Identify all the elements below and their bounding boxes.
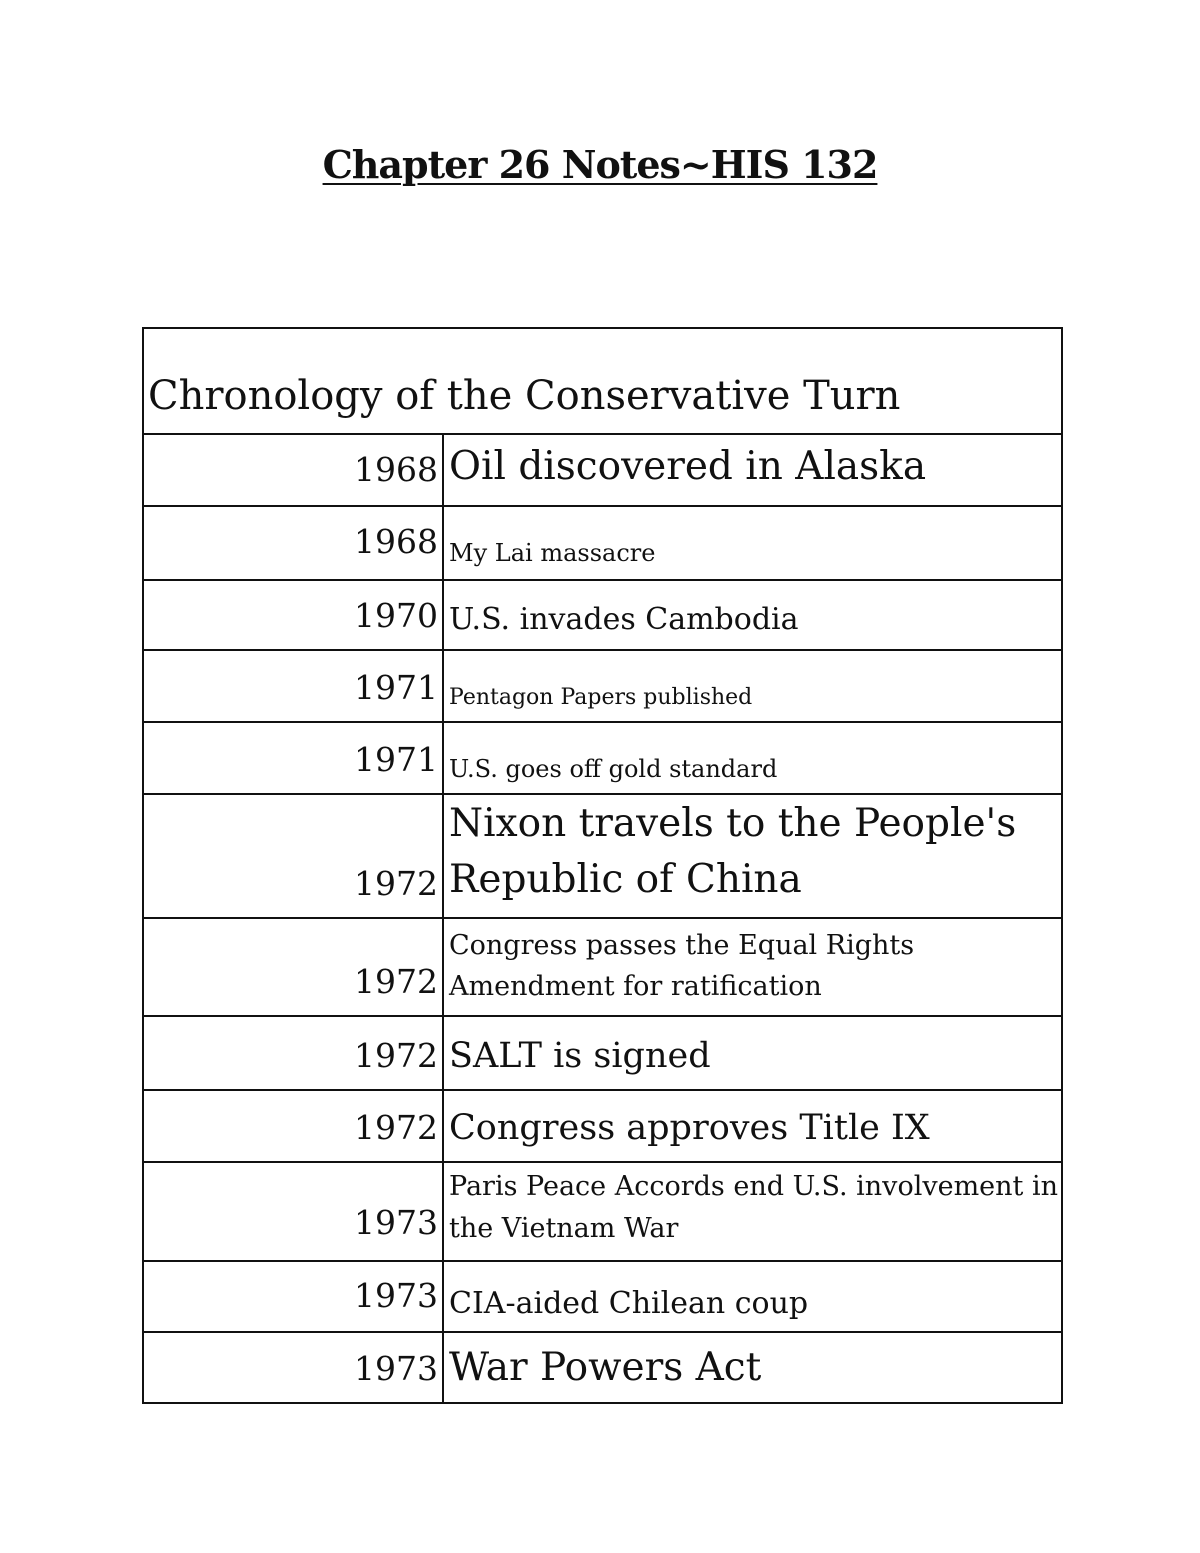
year-cell: 1970 (143, 580, 443, 650)
event-cell: Congress passes the Equal Rights Amendment for ratification (443, 918, 1062, 1016)
event-cell: U.S. goes off gold standard (443, 722, 1062, 794)
table-row (143, 506, 1062, 580)
table-row (143, 722, 1062, 794)
event-cell: CIA-aided Chilean coup (443, 1261, 1062, 1332)
table-row (143, 1090, 1062, 1162)
year-cell: 1968 (143, 434, 443, 506)
event-cell: War Powers Act (443, 1332, 1062, 1403)
table-row (143, 580, 1062, 650)
event-cell: Oil discovered in Alaska (443, 434, 1062, 506)
year-cell: 1973 (143, 1332, 443, 1403)
table-row (143, 918, 1062, 1016)
event-cell: U.S. invades Cambodia (443, 580, 1062, 650)
table-row (143, 1016, 1062, 1090)
event-cell: Pentagon Papers published (443, 650, 1062, 722)
table-row (143, 1332, 1062, 1403)
event-cell: Nixon travels to the People's Republic of China (443, 794, 1062, 918)
table-row (143, 434, 1062, 506)
year-cell: 1973 (143, 1261, 443, 1332)
table-row (143, 650, 1062, 722)
year-cell: 1972 (143, 1090, 443, 1162)
year-cell: 1972 (143, 794, 443, 918)
event-cell: My Lai massacre (443, 506, 1062, 580)
table-heading: Chronology of the Conservative Turn (143, 328, 1062, 434)
year-cell: 1972 (143, 1016, 443, 1090)
year-cell: 1973 (143, 1162, 443, 1261)
chronology-table (142, 327, 1063, 1404)
event-cell: Paris Peace Accords end U.S. involvement in the Vietnam War (443, 1162, 1062, 1261)
event-cell: SALT is signed (443, 1016, 1062, 1090)
event-cell: Congress approves Title IX (443, 1090, 1062, 1162)
year-cell: 1971 (143, 650, 443, 722)
table-row (143, 794, 1062, 918)
year-cell: 1971 (143, 722, 443, 794)
table-row (143, 1162, 1062, 1261)
table-row (143, 1261, 1062, 1332)
year-cell: 1968 (143, 506, 443, 580)
page-title: Chapter 26 Notes~HIS 132 (322, 142, 878, 187)
year-cell: 1972 (143, 918, 443, 1016)
table-heading-row (143, 328, 1062, 434)
